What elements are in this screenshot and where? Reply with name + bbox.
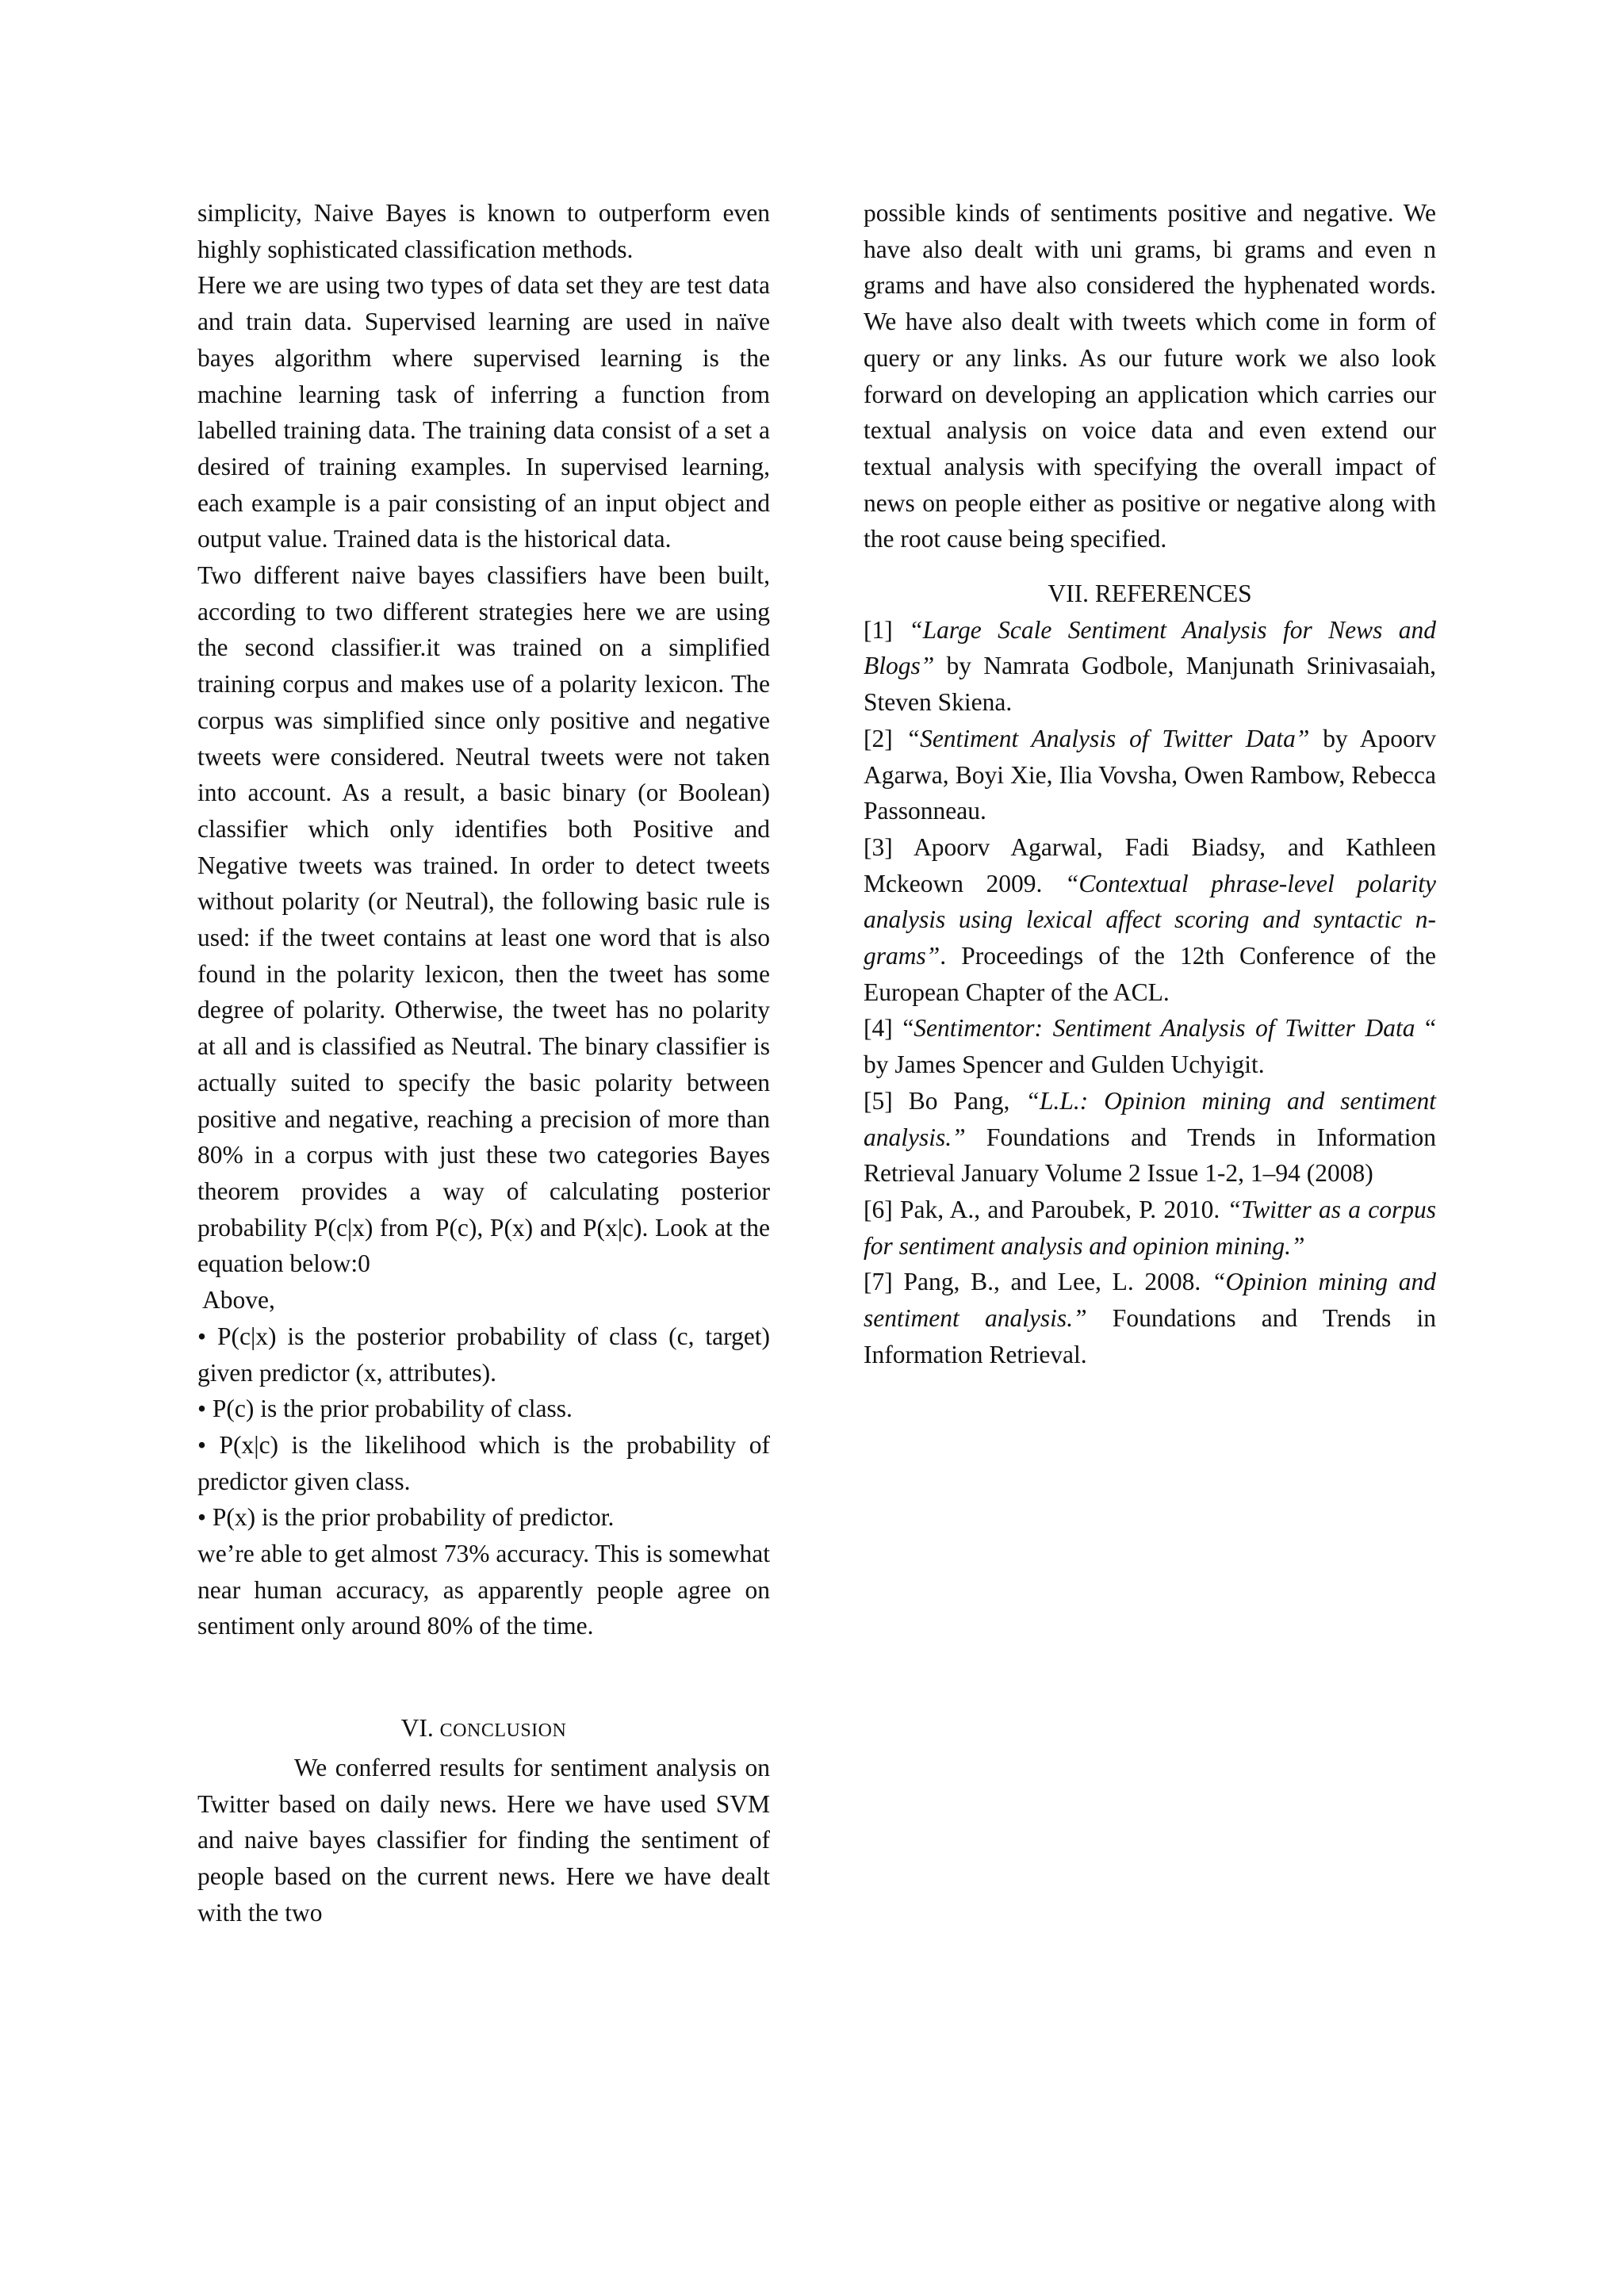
reference-suffix: . Proceedings of the 12th Conference of the European Chapter of the ACL. [864, 942, 1436, 1006]
reference-prefix: Apoorv Agarwal, Fadi Biadsy, and Kathleen Mckeown 2009. [864, 832, 1437, 897]
reference-title: “Large Scale Sentiment Analysis for News and Blogs” [864, 615, 1437, 680]
reference-number: [6] [864, 1195, 893, 1223]
left-column [197, 195, 770, 1931]
reference-suffix: Foundations and Trends in Information Retrieval January Volume 2 Issue 1-2, 1–94 (2008) [864, 1123, 1436, 1188]
reference-number: [2] [864, 724, 893, 752]
reference-item [864, 612, 1436, 721]
reference-number: [1] [864, 615, 893, 644]
bullet-prior-predictor: • P(x) is the prior probability of predictor. [197, 1503, 615, 1532]
reference-item [864, 1083, 1436, 1192]
paragraph-datasets: Here we are using two types of data set they are test data and train data. Supervised learning are used in naïve bayes algorithm where supervised learning is the machine learning task of inferring a function from labelled training data. The training data consist of a set a desired of training examples. In supervised learning, each example is a pair consisting of an input object and output value. Trained data is the historical data. [197, 271, 770, 553]
paragraph-naive-bayes-intro: simplicity, Naive Bayes is known to outperform even highly sophisticated classification methods. [197, 199, 770, 263]
reference-prefix: Pang, B., and Lee, L. 2008. [903, 1268, 1212, 1296]
reference-prefix: Bo Pang, [908, 1086, 1026, 1115]
reference-item [864, 1010, 1436, 1082]
reference-title: “L.L.: Opinion mining and sentiment analysis.” [864, 1086, 1436, 1151]
reference-item [864, 829, 1436, 1011]
paragraph-conclusion-continued: possible kinds of sentiments positive and negative. We have also dealt with uni grams, bi grams and even n grams and have also considered the hyphenated words. We have also dealt with tweets which come in form of query or any links. As our future work we also look forward on developing an application which carries our textual analysis on voice data and even extend our textual analysis with specifying the overall impact of news on people either as positive or negative along with the root cause being specified. [864, 199, 1436, 553]
section-number: VI. [400, 1714, 434, 1743]
paragraph-accuracy: we’re able to get almost 73% accuracy. This is somewhat near human accuracy, as apparently people agree on sentiment only around 80% of the time. [197, 1540, 770, 1640]
reference-number: [4] [864, 1014, 893, 1043]
reference-title: “Opinion mining and sentiment analysis.” [864, 1268, 1437, 1333]
right-column [864, 195, 1436, 1373]
reference-item [864, 1192, 1436, 1264]
bullet-posterior: • P(c|x) is the posterior probability of class (c, target) given predictor (x, attributes). [197, 1322, 770, 1387]
paragraph-above: Above, [202, 1286, 275, 1314]
reference-suffix: “ by James Spencer and Gulden Uchyigit. [864, 1014, 1437, 1079]
section-title: CONCLUSION [439, 1720, 567, 1742]
reference-suffix: by Apoorv Agarwa, Boyi Xie, Ilia Vovsha, Owen Rambow, Rebecca Passonneau. [864, 724, 1437, 825]
spacer [864, 557, 1436, 576]
section-heading-conclusion [197, 1710, 770, 1750]
reference-suffix: Foundations and Trends in Information Retrieval. [864, 1304, 1436, 1368]
spacer [197, 1644, 770, 1710]
reference-prefix: “ [902, 1014, 914, 1043]
reference-list [864, 612, 1436, 1373]
reference-title: “Sentiment Analysis of Twitter Data” [906, 724, 1310, 752]
section-heading-references: VII. REFERENCES [1048, 580, 1252, 608]
reference-title: Sentimentor: Sentiment Analysis of Twitter Data [914, 1014, 1415, 1043]
reference-prefix: Pak, A., and Paroubek, P. 2010. [900, 1195, 1228, 1223]
reference-suffix: by Namrata Godbole, Manjunath Srinivasaiah, Steven Skiena. [864, 652, 1436, 717]
reference-item [864, 721, 1436, 829]
paragraph-conclusion: We conferred results for sentiment analysis on Twitter based on daily news. Here we have used SVM and naive bayes classifier for finding the sentiment of people based on the current news. Here we have dealt with the two [197, 1753, 770, 1927]
reference-title: “Contextual phrase-level polarity analysis using lexical affect scoring and syntactic n-grams” [864, 869, 1436, 970]
reference-number: [7] [864, 1268, 893, 1296]
reference-number: [3] [864, 832, 893, 861]
reference-title: “Twitter as a corpus for sentiment analysis and opinion mining.” [864, 1195, 1437, 1260]
bullet-prior-class: • P(c) is the prior probability of class. [197, 1395, 573, 1423]
paragraph-classifiers: Two different naive bayes classifiers have been built, according to two different strategies here we are using the second classifier.it was trained on a simplified training corpus and makes use of a polarity lexicon. The corpus was simplified since only positive and negative tweets were considered. Neutral tweets were not taken into account. As a result, a basic binary (or Boolean) classifier which only identifies both Positive and Negative tweets was trained. In order to detect tweets without polarity (or Neutral), the following basic rule is used: if the tweet contains at least one word that is also found in the polarity lexicon, then the tweet has some degree of polarity. Otherwise, the tweet has no polarity at all and is classified as Neutral. The binary classifier is actually suited to specify the basic polarity between positive and negative, reaching a precision of more than 80% in a corpus with just these two categories Bayes theorem provides a way of calculating posterior probability P(c|x) from P(c), P(x) and P(x|c). Look at the equation below:0 [197, 561, 770, 1278]
reference-item [864, 1264, 1436, 1372]
reference-number: [5] [864, 1086, 893, 1115]
bullet-likelihood: • P(x|c) is the likelihood which is the probability of predictor given class. [197, 1430, 770, 1495]
